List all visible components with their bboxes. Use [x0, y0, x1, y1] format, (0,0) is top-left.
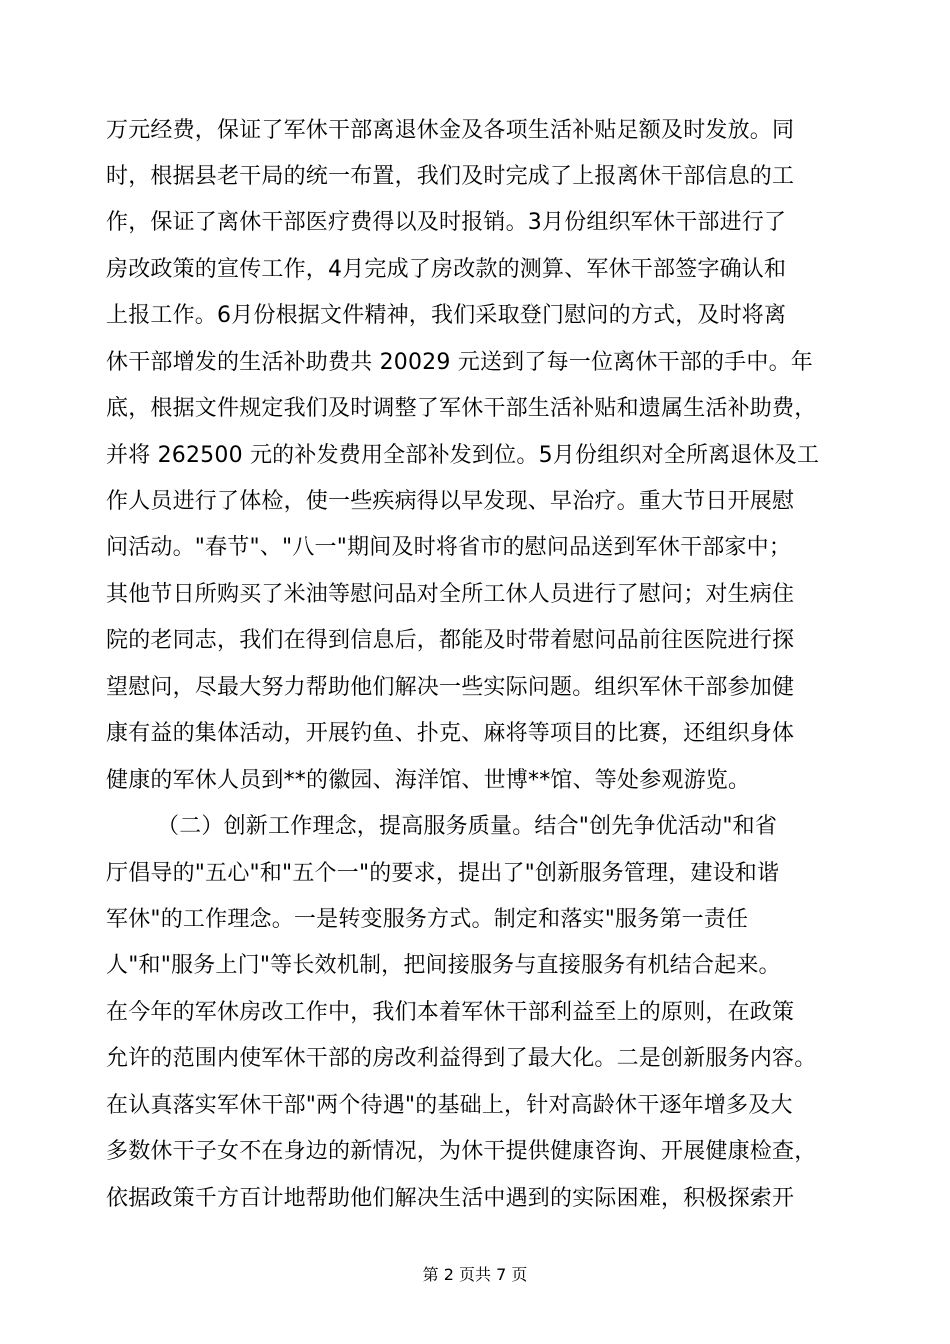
body-line-2: 时，根据县老干局的统一布置，我们及时完成了上报离休干部信息的工: [106, 164, 795, 189]
body-line-18: 军休"的工作理念。一是转变服务方式。制定和落实"服务第一责任: [106, 907, 749, 932]
body-line-7: 底，根据文件规定我们及时调整了军休干部生活补贴和遗属生活补助费，: [106, 396, 817, 421]
body-line-14: 康有益的集体活动，开展钓鱼、扑克、麻将等项目的比赛，还组织身体: [106, 721, 795, 746]
body-line-12: 院的老同志，我们在得到信息后，都能及时带着慰问品前往医院进行探: [106, 628, 795, 653]
page-number-footer: 第 2 页共 7 页: [422, 1265, 528, 1284]
body-line-4: 房改政策的宣传工作，4月完成了房改款的测算、军休干部签字确认和: [106, 257, 787, 282]
body-line-6: 休干部增发的生活补助费共 20029 元送到了每一位离休干部的手中。年: [106, 350, 813, 375]
body-line-20: 在今年的军休房改工作中，我们本着军休干部利益至上的原则，在政策: [106, 1000, 795, 1025]
body-line-1: 万元经费，保证了军休干部离退休金及各项生活补贴足额及时发放。同: [106, 118, 795, 143]
body-line-9: 作人员进行了体检，使一些疾病得以早发现、早治疗。重大节日开展慰: [106, 489, 795, 514]
section-heading-line: （二）创新工作理念，提高服务质量。结合"创先争优活动"和省: [157, 814, 778, 839]
body-line-3: 作，保证了离休干部医疗费得以及时报销。3月份组织军休干部进行了: [106, 210, 787, 235]
body-line-21: 允许的范围内使军休干部的房改利益得到了最大化。二是创新服务内容。: [106, 1046, 817, 1071]
body-line-23: 多数休干子女不在身边的新情况，为休干提供健康咨询、开展健康检查，: [106, 1139, 817, 1164]
body-line-5: 上报工作。6月份根据文件精神，我们采取登门慰问的方式，及时将离: [106, 303, 787, 328]
body-line-11: 其他节日所购买了米油等慰问品对全所工休人员进行了慰问；对生病住: [106, 582, 795, 607]
body-line-10: 问活动。"春节"、"八一"期间及时将省市的慰问品送到军休干部家中；: [106, 535, 792, 560]
body-line-17: 厅倡导的"五心"和"五个一"的要求，提出了"创新服务管理，建设和谐: [106, 861, 780, 886]
body-line-8: 并将 262500 元的补发费用全部补发到位。5月份组织对全所离退休及工: [106, 443, 820, 468]
body-line-13: 望慰问，尽最大努力帮助他们解决一些实际问题。组织军休干部参加健: [106, 675, 795, 700]
body-line-15: 健康的军休人员到**的徽园、海洋馆、世博**馆、等处参观游览。: [106, 768, 751, 793]
body-line-19: 人"和"服务上门"等长效机制，把间接服务与直接服务有机结合起来。: [106, 953, 781, 978]
body-line-22: 在认真落实军休干部"两个待遇"的基础上，针对高龄休干逐年增多及大: [106, 1093, 793, 1118]
body-line-24: 依据政策千方百计地帮助他们解决生活中遇到的实际困难，积极探索开: [106, 1186, 795, 1211]
